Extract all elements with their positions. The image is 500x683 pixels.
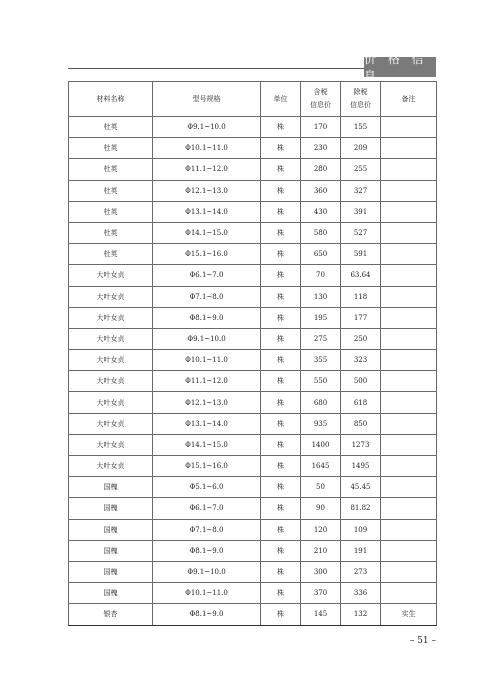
cell-tax-incl: 70 [301,265,341,286]
table-row [69,180,437,201]
cell-tax-incl: 130 [301,286,341,307]
cell-name: 大叶女贞 [69,265,153,286]
header-spec: 型号规格 [153,82,261,117]
cell-note [381,456,437,477]
cell-note [381,583,437,604]
cell-spec: Φ9.1~10.0 [153,117,261,138]
table-header-row [69,82,437,117]
cell-name: 大叶女贞 [69,456,153,477]
cell-tax-incl: 230 [301,138,341,159]
cell-note [381,371,437,392]
cell-unit: 株 [261,350,301,371]
cell-spec: Φ11.1~12.0 [153,159,261,180]
cell-unit: 株 [261,328,301,349]
table-row [69,286,437,307]
header-tax-excl [341,82,381,117]
cell-name: 杜英 [69,222,153,243]
cell-spec: Φ6.1~7.0 [153,265,261,286]
cell-unit: 株 [261,222,301,243]
cell-unit: 株 [261,434,301,455]
cell-name: 杜英 [69,117,153,138]
cell-spec: Φ14.1~15.0 [153,434,261,455]
cell-tax-excl: 109 [341,519,381,540]
cell-tax-excl: 323 [341,350,381,371]
cell-tax-incl: 90 [301,498,341,519]
cell-name: 杜英 [69,180,153,201]
header-tax-incl [301,82,341,117]
table-row [69,244,437,265]
cell-tax-incl: 550 [301,371,341,392]
header-tax-incl-line2: 信息价 [310,101,331,109]
cell-spec: Φ12.1~13.0 [153,392,261,413]
cell-unit: 株 [261,498,301,519]
cell-name: 国槐 [69,477,153,498]
cell-spec: Φ6.1~7.0 [153,498,261,519]
cell-name: 国槐 [69,561,153,582]
cell-tax-incl: 280 [301,159,341,180]
cell-tax-excl: 500 [341,371,381,392]
cell-tax-incl: 370 [301,583,341,604]
cell-name: 国槐 [69,519,153,540]
cell-tax-incl: 680 [301,392,341,413]
cell-spec: Φ12.1~13.0 [153,180,261,201]
cell-unit: 株 [261,583,301,604]
table-row [69,540,437,561]
table-row [69,371,437,392]
cell-spec: Φ13.1~14.0 [153,413,261,434]
cell-unit: 株 [261,201,301,222]
cell-note [381,117,437,138]
table-row [69,561,437,582]
cell-name: 大叶女贞 [69,371,153,392]
cell-note [381,201,437,222]
cell-tax-incl: 580 [301,222,341,243]
table-row [69,138,437,159]
header-name: 材料名称 [69,82,153,117]
cell-unit: 株 [261,244,301,265]
cell-spec: Φ15.1~16.0 [153,456,261,477]
cell-unit: 株 [261,456,301,477]
cell-tax-incl: 210 [301,540,341,561]
cell-unit: 株 [261,413,301,434]
cell-spec: Φ10.1~11.0 [153,138,261,159]
cell-tax-excl: 527 [341,222,381,243]
table-row [69,583,437,604]
cell-note [381,413,437,434]
cell-note: 实生 [381,604,437,625]
table-row [69,519,437,540]
cell-tax-excl: 177 [341,307,381,328]
cell-spec: Φ5.1~6.0 [153,477,261,498]
header-rule [68,68,364,69]
cell-unit: 株 [261,307,301,328]
table-row [69,498,437,519]
table-row [69,392,437,413]
table-row [69,159,437,180]
cell-name: 大叶女贞 [69,307,153,328]
cell-tax-excl: 1495 [341,456,381,477]
header-note: 备注 [381,82,437,117]
cell-unit: 株 [261,286,301,307]
cell-spec: Φ7.1~8.0 [153,519,261,540]
cell-tax-excl: 118 [341,286,381,307]
table-row [69,307,437,328]
cell-unit: 株 [261,604,301,625]
cell-tax-excl: 1273 [341,434,381,455]
table-row [69,328,437,349]
cell-tax-incl: 650 [301,244,341,265]
table-row [69,350,437,371]
cell-name: 大叶女贞 [69,413,153,434]
cell-unit: 株 [261,180,301,201]
cell-tax-excl: 132 [341,604,381,625]
cell-tax-excl: 155 [341,117,381,138]
cell-note [381,286,437,307]
table-row [69,117,437,138]
cell-unit: 株 [261,159,301,180]
table-row [69,477,437,498]
table-row [69,413,437,434]
cell-name: 国槐 [69,540,153,561]
table-row [69,604,437,625]
cell-tax-incl: 300 [301,561,341,582]
header-tax-excl-line1: 除税 [353,88,368,96]
cell-note [381,392,437,413]
cell-tax-incl: 1400 [301,434,341,455]
cell-tax-incl: 120 [301,519,341,540]
cell-name: 杜英 [69,138,153,159]
cell-name: 国槐 [69,498,153,519]
cell-tax-incl: 275 [301,328,341,349]
cell-tax-incl: 430 [301,201,341,222]
cell-tax-excl: 327 [341,180,381,201]
cell-tax-excl: 250 [341,328,381,349]
cell-tax-excl: 336 [341,583,381,604]
cell-tax-incl: 935 [301,413,341,434]
table-body [69,117,437,626]
price-table [68,81,437,626]
cell-note [381,498,437,519]
cell-name: 大叶女贞 [69,434,153,455]
cell-unit: 株 [261,265,301,286]
cell-note [381,350,437,371]
cell-unit: 株 [261,519,301,540]
table-row [69,222,437,243]
header-tax-excl-line2: 信息价 [350,101,371,109]
cell-spec: Φ8.1~9.0 [153,307,261,328]
cell-spec: Φ7.1~8.0 [153,286,261,307]
cell-unit: 株 [261,117,301,138]
cell-name: 国槐 [69,583,153,604]
cell-spec: Φ15.1~16.0 [153,244,261,265]
cell-tax-incl: 1645 [301,456,341,477]
table-row [69,265,437,286]
cell-unit: 株 [261,561,301,582]
cell-tax-incl: 145 [301,604,341,625]
cell-tax-excl: 391 [341,201,381,222]
cell-spec: Φ13.1~14.0 [153,201,261,222]
table-row [69,201,437,222]
cell-tax-excl: 45.45 [341,477,381,498]
cell-tax-incl: 170 [301,117,341,138]
cell-tax-excl: 63.64 [341,265,381,286]
cell-tax-incl: 355 [301,350,341,371]
cell-unit: 株 [261,392,301,413]
cell-note [381,540,437,561]
cell-spec: Φ9.1~10.0 [153,328,261,349]
cell-tax-excl: 591 [341,244,381,265]
cell-name: 大叶女贞 [69,286,153,307]
cell-spec: Φ10.1~11.0 [153,350,261,371]
cell-name: 杜英 [69,201,153,222]
cell-tax-excl: 255 [341,159,381,180]
cell-note [381,244,437,265]
cell-note [381,265,437,286]
cell-tax-incl: 50 [301,477,341,498]
cell-note [381,138,437,159]
cell-note [381,180,437,201]
cell-tax-incl: 195 [301,307,341,328]
cell-note [381,159,437,180]
cell-spec: Φ14.1~15.0 [153,222,261,243]
cell-name: 大叶女贞 [69,350,153,371]
cell-note [381,307,437,328]
cell-name: 杜英 [69,159,153,180]
table-row [69,456,437,477]
cell-spec: Φ10.1~11.0 [153,583,261,604]
cell-tax-excl: 81.82 [341,498,381,519]
cell-unit: 株 [261,138,301,159]
cell-name: 大叶女贞 [69,392,153,413]
cell-unit: 株 [261,540,301,561]
cell-spec: Φ8.1~9.0 [153,604,261,625]
cell-tax-excl: 209 [341,138,381,159]
cell-note [381,561,437,582]
cell-note [381,222,437,243]
cell-note [381,477,437,498]
table-row [69,434,437,455]
cell-tax-excl: 850 [341,413,381,434]
cell-spec: Φ8.1~9.0 [153,540,261,561]
cell-name: 大叶女贞 [69,328,153,349]
cell-unit: 株 [261,371,301,392]
cell-name: 银杏 [69,604,153,625]
section-title-banner [364,52,436,83]
cell-note [381,328,437,349]
cell-name: 杜英 [69,244,153,265]
cell-note [381,434,437,455]
cell-tax-excl: 618 [341,392,381,413]
cell-note [381,519,437,540]
section-title: 价 格 信 息 [364,52,428,83]
header-tax-incl-line1: 含税 [313,88,328,96]
cell-tax-incl: 360 [301,180,341,201]
page-number: – 51 – [409,636,436,646]
header-unit: 单位 [261,82,301,117]
cell-tax-excl: 273 [341,561,381,582]
cell-spec: Φ11.1~12.0 [153,371,261,392]
cell-spec: Φ9.1~10.0 [153,561,261,582]
cell-unit: 株 [261,477,301,498]
cell-tax-excl: 191 [341,540,381,561]
